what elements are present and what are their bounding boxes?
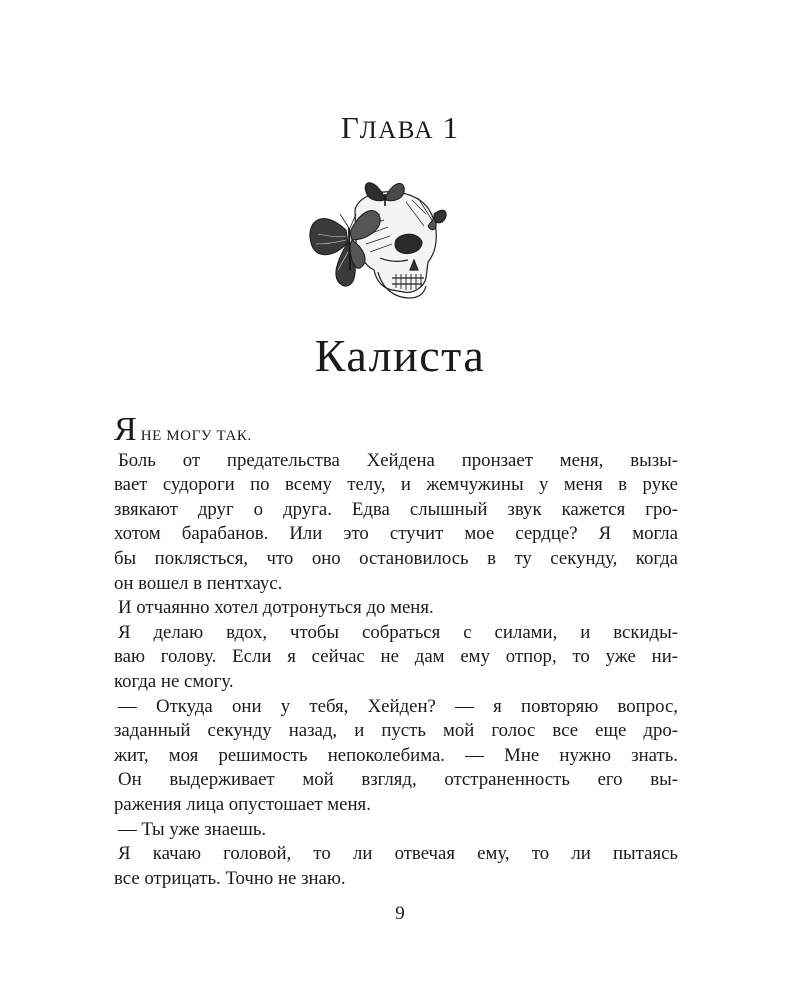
paragraph	[114, 842, 678, 891]
text-line: все отрицать. Точно не знаю.	[114, 867, 346, 889]
text-line: ваю голову. Если я сейчас не дам ему отпор, то уже ни-	[114, 646, 678, 668]
page-number: 9	[395, 903, 405, 924]
text-line: ражения лица опустошает меня.	[114, 793, 371, 815]
text-line: Я делаю вдох, чтобы собраться с силами, и вскиды-	[118, 621, 678, 643]
text-line: Я качаю головой, то ли отвечая ему, то ли пытаясь	[118, 843, 678, 865]
text-line: заданный секунду назад, и пусть мой голос все еще дро-	[114, 720, 678, 742]
text-line: бы поклясться, что оно остановилось в ту секунду, когда	[114, 547, 678, 569]
text-line: Он выдерживает мой взгляд, отстраненность его вы-	[118, 769, 678, 791]
chapter-title: Калиста	[314, 330, 486, 381]
text-line: — Откуда они у тебя, Хейден? — я повторяю вопрос,	[118, 695, 678, 717]
chapter-label-rest: ЛАВА	[359, 117, 434, 144]
paragraph	[114, 621, 678, 695]
chapter-body	[114, 411, 678, 891]
text-line: звякают друг о друга. Едва слышный звук кажется гро-	[114, 498, 678, 520]
text-line: он вошел в пентхаус.	[114, 572, 283, 594]
paragraph	[114, 768, 678, 817]
drop-cap: Я	[114, 411, 137, 448]
opening-text: НЕ МОГУ ТАК.	[140, 428, 252, 444]
text-line: Боль от предательства Хейдена пронзает меня, вызы-	[118, 449, 678, 471]
opening-line	[114, 411, 678, 449]
paragraph	[114, 695, 678, 769]
skull-with-butterflies-icon	[300, 170, 450, 310]
chapter-number: 1	[442, 110, 460, 145]
text-line: — Ты уже знаешь.	[118, 818, 267, 840]
paragraph	[114, 818, 678, 843]
text-line: вает судороги по всему телу, и жемчужины у меня в руке	[114, 474, 678, 496]
paragraph	[114, 596, 678, 621]
chapter-heading	[0, 106, 800, 153]
text-line: И отчаянно хотел дотронуться до меня.	[118, 597, 434, 619]
text-line: хотом барабанов. Или это стучит мое сердце? Я могла	[114, 523, 678, 545]
chapter-label-initial: Г	[340, 110, 360, 145]
paragraph	[114, 449, 678, 597]
text-line: жит, моя решимость непоколебима. — Мне нужно знать.	[114, 744, 678, 766]
text-line: когда не смогу.	[114, 670, 234, 692]
